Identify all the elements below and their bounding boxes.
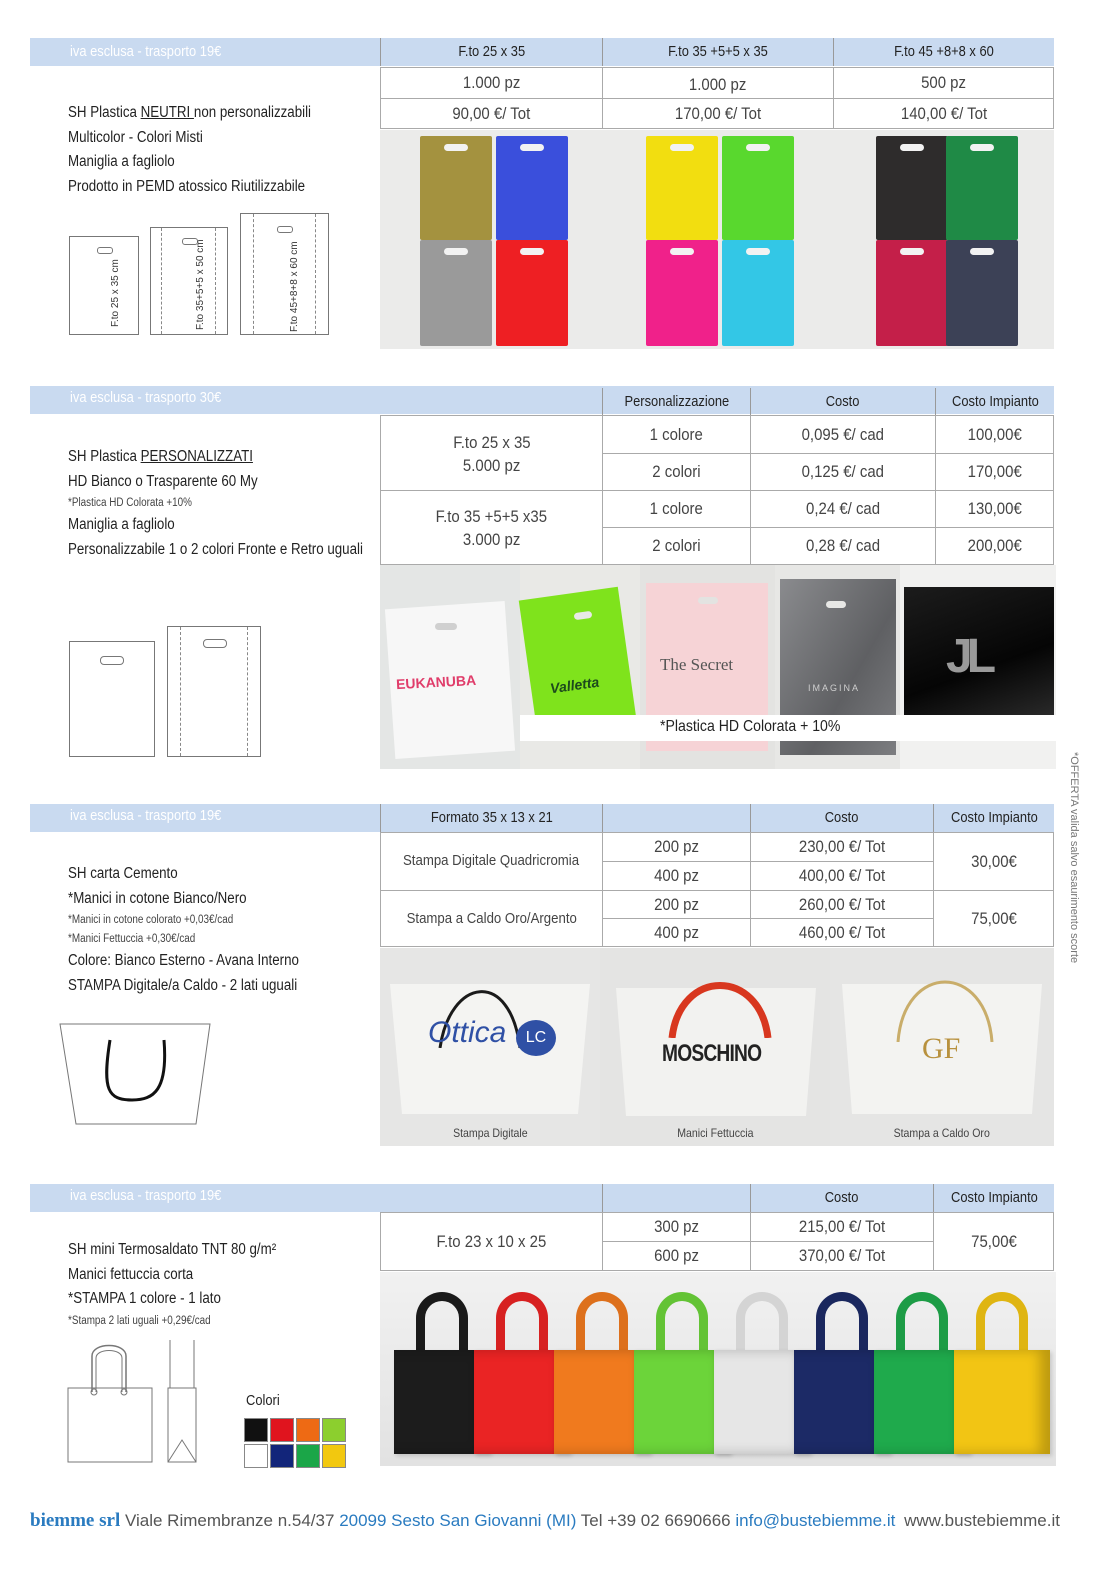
s4-cell: 600 pz (654, 1246, 699, 1265)
s3-photo-caption: Stampa Digitale (452, 1126, 528, 1140)
color-swatch (244, 1444, 268, 1468)
s3-col-header: Formato 35 x 13 x 21 (380, 804, 602, 832)
s2-cell: 100,00€ (967, 424, 1022, 444)
bag-handle-hole (746, 144, 770, 151)
s3-photo-caption: Manici Fettuccia (676, 1126, 754, 1140)
s2-product-photo (380, 565, 1056, 769)
s1-col-header: F.to 35 +5+5 x 35 (602, 38, 833, 66)
tnt-bag-handle (496, 1292, 548, 1358)
s1-qty: 1.000 pz (689, 75, 747, 94)
s3-col-header: Costo (750, 804, 933, 832)
s2-cell: 200,00€ (967, 536, 1022, 555)
s2-col-header: Personalizzazione (602, 388, 750, 416)
s4-impianto: 75,00€ (970, 1231, 1017, 1251)
s2-brand-imagina: IMAGINA (808, 683, 861, 693)
s4-description: SH mini Termosaldato TNT 80 g/m² Manici fettuccia corta *STAMPA 1 colore - 1 lato *Stampa 2 lati uguali +0,29€/cad (68, 1241, 277, 1327)
s3-col-header (602, 804, 750, 832)
tnt-bag-handle (576, 1292, 628, 1358)
s2-brand-the-secret: The Secret (660, 655, 734, 674)
s4-bag-drawing-side (162, 1340, 202, 1464)
s1-price: 170,00 €/ Tot (674, 103, 762, 123)
bag-handle-hole (670, 144, 694, 151)
plastic-bag (876, 240, 948, 346)
tnt-bag-body (954, 1350, 1050, 1454)
bag-handle-hole (670, 248, 694, 255)
bag-handle-hole (900, 248, 924, 255)
s1-description: SH Plastica NEUTRI non personalizzabili Multicolor - Colori Misti Maniglia a fagliolo Prodotto in PEMD atossico Riutilizzabile (68, 104, 312, 195)
s3-impianto: 30,00€ (970, 851, 1017, 871)
s4-cell: 370,00 €/ Tot (798, 1246, 886, 1265)
s1-product-photo (380, 130, 1054, 349)
s2-cell: 130,00€ (967, 499, 1022, 518)
s2-bag-drawing-flat (69, 641, 155, 757)
bag-handle-hole (444, 248, 468, 255)
color-swatch (322, 1418, 346, 1442)
s2-photo-caption: *Plastica HD Colorata + 10% (660, 718, 841, 735)
footer-address: Viale Rimembranze n.54/37 (124, 1511, 335, 1530)
s2-cell: 0,28 €/ cad (805, 536, 881, 555)
plastic-bag (946, 240, 1018, 346)
s4-bag-drawing-front (66, 1340, 156, 1464)
s3-brand-gf: GF (922, 1032, 961, 1065)
s2-brand-valletta: Valletta (549, 673, 601, 697)
tnt-bag-handle (656, 1292, 708, 1358)
section4-header-text: iva esclusa - trasporto 19€ (70, 1187, 222, 1204)
s2-cell: 2 colori (652, 536, 701, 555)
s2-brand-jl: JL (946, 630, 991, 683)
footer-tel: Tel +39 02 6690666 (580, 1511, 731, 1530)
section1-header-text: iva esclusa - trasporto 19€ (70, 43, 222, 60)
tnt-bag-handle (896, 1292, 948, 1358)
s2-cell: 1 colore (649, 424, 704, 444)
s4-col-header: Costo (750, 1184, 933, 1212)
s4-cell: 300 pz (654, 1217, 699, 1236)
s1-price: 90,00 €/ Tot (452, 103, 531, 123)
tnt-bag (954, 1288, 1050, 1458)
s2-format-cell: F.to 25 x 35 5.000 pz (452, 433, 531, 475)
s1-qty: 500 pz (921, 73, 966, 92)
s3-bag-drawing (58, 1020, 216, 1132)
s4-product-photo (380, 1272, 1056, 1466)
s2-format-cell: F.to 35 +5+5 x35 3.000 pz (435, 507, 548, 549)
s3-product-photo (380, 948, 1054, 1146)
tnt-bag-handle (416, 1292, 468, 1358)
s1-bag-drawing-small: F.to 25 x 35 cm (69, 236, 139, 335)
s4-format-cell: F.to 23 x 10 x 25 (436, 1231, 547, 1251)
s3-cell: 200 pz (654, 894, 699, 914)
plastic-bag (496, 240, 568, 346)
plastic-bag (420, 136, 492, 240)
plastic-bag (722, 136, 794, 240)
s3-cell: 460,00 €/ Tot (798, 922, 886, 942)
bag-handle-hole (520, 248, 544, 255)
bag-handle-hole (900, 144, 924, 151)
bag-handle-hole (746, 248, 770, 255)
s3-brand-ottica: Ottica (428, 1016, 507, 1049)
s2-cell: 1 colore (649, 499, 704, 518)
s4-cell: 215,00 €/ Tot (798, 1217, 886, 1236)
s3-impianto: 75,00€ (970, 908, 1017, 928)
plastic-bag (496, 136, 568, 240)
s1-col-header: F.to 25 x 35 (380, 38, 602, 66)
footer-city: 20099 Sesto San Giovanni (MI) (339, 1511, 577, 1530)
s2-description: SH Plastica PERSONALIZZATI HD Bianco o Trasparente 60 My *Plastica HD Colorata +10% Maniglia a fagliolo Personalizzabile 1 o 2 colori Fronte e Retro uguali (68, 448, 363, 558)
s4-col-header: Costo Impianto (933, 1184, 1054, 1212)
s2-brand-eukanuba: EUKANUBA (395, 671, 477, 693)
s1-bag-drawing-large: F.to 45+8+8 x 60 cm (240, 213, 329, 335)
s3-print-type: Stampa Digitale Quadricromia (403, 851, 580, 869)
s1-bag-drawing-medium: F.to 35+5+5 x 50 cm (150, 227, 228, 335)
s2-price-table (380, 415, 1054, 565)
footer-web[interactable]: www.bustebiemme.it (904, 1511, 1060, 1530)
s3-cell: 260,00 €/ Tot (798, 894, 886, 914)
s3-cell: 400 pz (654, 922, 699, 942)
s2-col-header: Costo (750, 388, 935, 416)
s3-print-type: Stampa a Caldo Oro/Argento (406, 910, 577, 927)
s2-cell: 0,125 €/ cad (801, 462, 885, 481)
color-swatch (296, 1444, 320, 1468)
color-swatch (322, 1444, 346, 1468)
plastic-bag (876, 136, 948, 240)
plastic-bag (646, 240, 718, 346)
section2-header-text: iva esclusa - trasporto 30€ (70, 389, 222, 406)
plastic-bag (646, 136, 718, 240)
s4-price-table (380, 1212, 1054, 1271)
bag-handle-hole (444, 144, 468, 151)
s3-price-table (380, 832, 1054, 947)
s2-cell: 0,095 €/ cad (801, 424, 885, 444)
s2-cell: 2 colori (652, 462, 701, 481)
s3-cell: 200 pz (654, 837, 699, 856)
tnt-bag-handle (976, 1292, 1028, 1358)
s3-brand-moschino: MOSCHINO (662, 1040, 762, 1067)
s2-col-header: Costo Impianto (935, 388, 1054, 416)
footer (30, 1510, 1060, 1532)
color-swatch (270, 1444, 294, 1468)
s1-price-table (380, 67, 1054, 129)
s3-cell: 400 pz (654, 866, 699, 885)
color-swatch (296, 1418, 320, 1442)
s1-col-header: F.to 45 +8+8 x 60 (833, 38, 1054, 66)
s2-bag-drawing-gusset (167, 626, 261, 757)
s3-description: SH carta Cemento *Manici in cotone Bianco/Nero *Manici in cotone colorato +0,03€/cad *Manici Fettuccia +0,30€/cad Colore: Bianco Esterno - Avana Interno STAMPA Digitale/a Caldo - 2 lati uguali (68, 865, 299, 994)
plastic-bag (420, 240, 492, 346)
bag-handle-hole (970, 144, 994, 151)
footer-company: biemme srl (30, 1510, 121, 1531)
s3-brand-lc: LC (516, 1020, 556, 1056)
s1-qty: 1.000 pz (462, 73, 521, 92)
color-swatch (270, 1418, 294, 1442)
s3-cell: 400,00 €/ Tot (798, 866, 886, 885)
s2-cell: 170,00€ (967, 462, 1022, 481)
s3-cell: 230,00 €/ Tot (798, 837, 886, 856)
plastic-bag (722, 240, 794, 346)
s4-col-header (602, 1184, 750, 1212)
tnt-bag-handle (736, 1292, 788, 1358)
s3-col-header: Costo Impianto (933, 804, 1054, 832)
s2-cell: 0,24 €/ cad (805, 499, 881, 518)
section3-header-text: iva esclusa - trasporto 19€ (70, 807, 222, 824)
bag-handle-hole (520, 144, 544, 151)
plastic-bag (946, 136, 1018, 240)
tnt-bag-handle (816, 1292, 868, 1358)
footer-email[interactable]: info@bustebiemme.it (735, 1511, 896, 1530)
bag-handle-hole (970, 248, 994, 255)
s3-photo-caption: Stampa a Caldo Oro (893, 1126, 991, 1140)
color-swatch (244, 1418, 268, 1442)
offer-side-note: *OFFERTA valida salvo esaurimento scorte (1068, 752, 1080, 964)
colors-label: Colori (246, 1392, 280, 1409)
s1-price: 140,00 €/ Tot (900, 103, 987, 123)
